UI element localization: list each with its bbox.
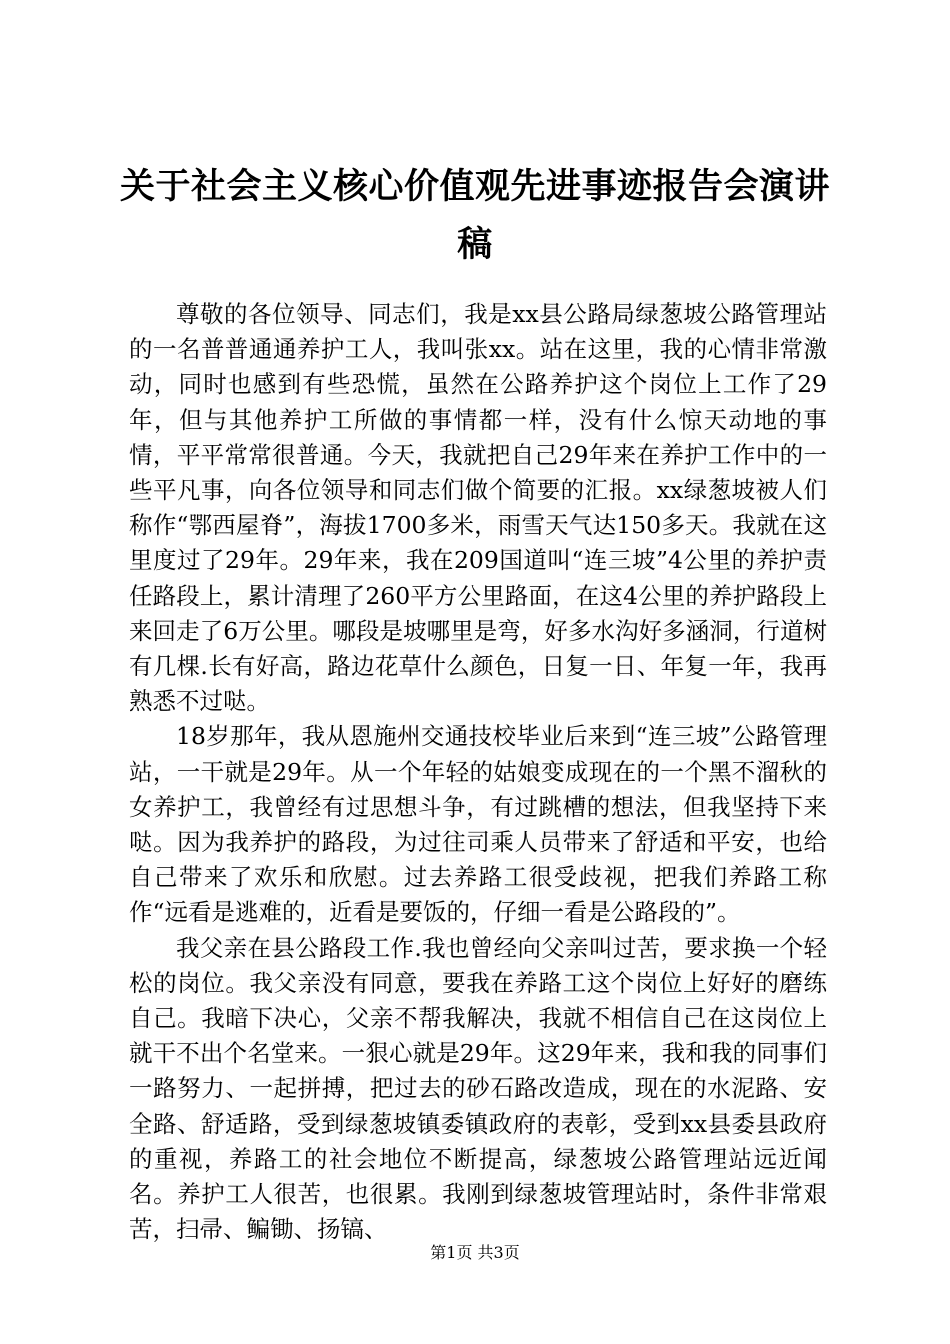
paragraph-1: 尊敬的各位领导、同志们，我是xx县公路局绿葱坡公路管理站的一名普普通通养护工人，我叫张xx。站在这里，我的心情非常激动，同时也感到有些恐慌，虽然在公路养护这个岗位上工作了29年，但与其他养护工所做的事情都一样，没有什么惊天动地的事情，平平常常很普通。今天，我就把自己29年来在养护工作中的一些平凡事，向各位领导和同志们做个简要的汇报。xx绿葱坡被人们称作“鄂西屋脊”，海拔1700多米，雨雪天气达150多天。我就在这里度过了29年。29年来，我在209国道叫“连三坡”4公里的养护责任路段上，累计清理了260平方公里路面，在这4公里的养护路段上来回走了6万公里。哪段是坡哪里是弯，好多水沟好多涵洞，行道树有几棵.长有好高，路边花草什么颜色，日复一日、年复一年，我再熟悉不过哒。 bbox=[129, 300, 827, 716]
paragraph-3: 我父亲在县公路段工作.我也曾经向父亲叫过苦，要求换一个轻松的岗位。我父亲没有同意，要我在养路工这个岗位上好好的磨练自己。我暗下决心，父亲不帮我解决，我就不相信自己在这岗位上就干不出个名堂来。一狠心就是29年。这29年来，我和我的同事们一路努力、一起拼搏，把过去的砂石路改造成，现在的水泥路、安全路、舒适路，受到绿葱坡镇委镇政府的表彰，受到xx县委县政府的重视，养路工的社会地位不断提高，绿葱坡公路管理站远近闻名。养护工人很苦，也很累。我刚到绿葱坡管理站时，条件非常艰苦，扫帚、鳊锄、扬镐、 bbox=[129, 933, 827, 1244]
page-footer: 第1页 共3页 bbox=[430, 1243, 520, 1262]
paragraph-2: 18岁那年，我从恩施州交通技校毕业后来到“连三坡”公路管理站，一干就是29年。从一个年轻的姑娘变成现在的一个黑不溜秋的女养护工，我曾经有过思想斗争，有过跳槽的想法，但我坚持下来哒。因为我养护的路段，为过往司乘人员带来了舒适和平安，也给自己带来了欢乐和欣慰。过去养路工很受歧视，把我们养路工称作“远看是逃难的，近看是要饭的，仔细一看是公路段的”。 bbox=[129, 722, 827, 927]
document-body bbox=[129, 297, 827, 1247]
document-title: 关于社会主义核心价值观先进事迹报告会演讲稿 bbox=[120, 167, 831, 265]
